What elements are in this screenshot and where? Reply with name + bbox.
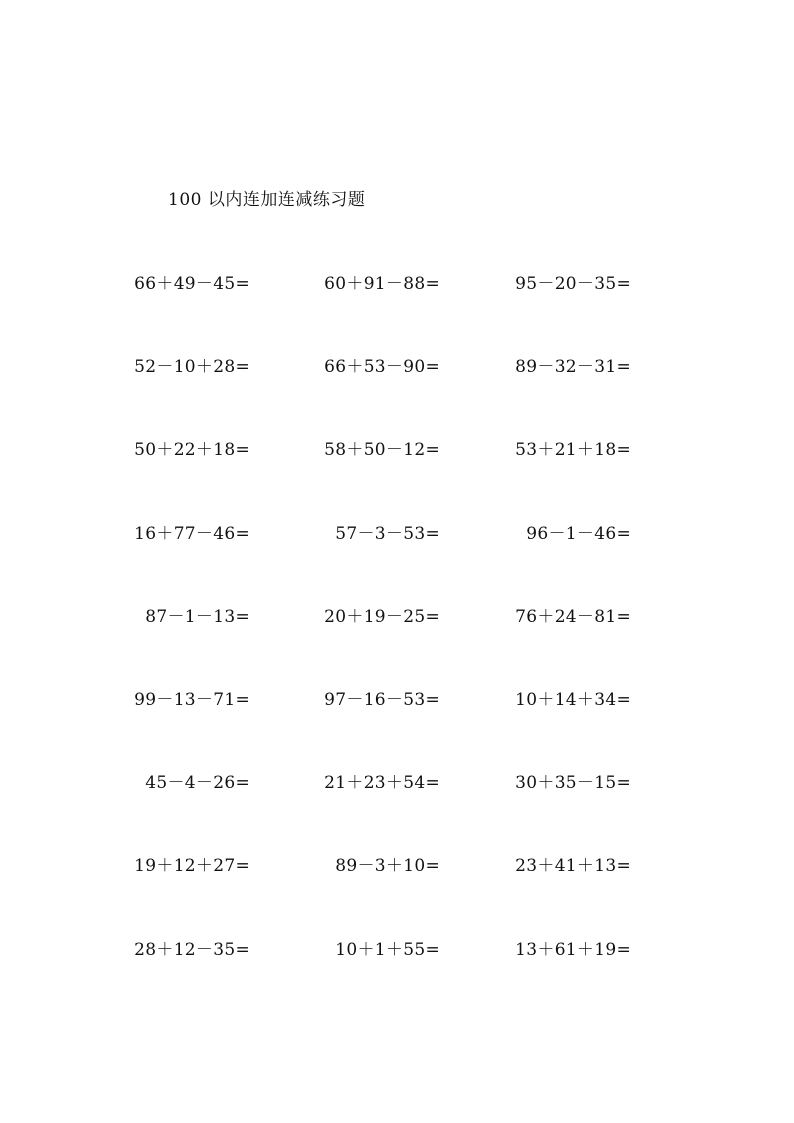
math-problem: 30＋35－15= bbox=[515, 773, 631, 794]
math-problem: 50＋22＋18= bbox=[134, 440, 250, 461]
math-problem: 57－3－53= bbox=[335, 523, 440, 544]
math-problem: 58＋50－12= bbox=[324, 440, 440, 461]
math-problem: 19＋12＋27= bbox=[134, 856, 250, 877]
worksheet-title: 100 以内连加连减练习题 bbox=[168, 190, 366, 210]
math-problem: 99－13－71= bbox=[134, 689, 250, 710]
problem-row bbox=[0, 771, 794, 854]
math-problem: 23＋41＋13= bbox=[515, 856, 631, 877]
math-problem: 45－4－26= bbox=[145, 773, 250, 794]
problem-row bbox=[0, 522, 794, 605]
problem-row bbox=[0, 854, 794, 937]
problem-row bbox=[0, 688, 794, 771]
math-problem: 53＋21＋18= bbox=[515, 440, 631, 461]
math-problem: 52－10＋28= bbox=[134, 357, 250, 378]
math-problem: 76＋24－81= bbox=[515, 606, 631, 627]
problem-row bbox=[0, 272, 794, 355]
math-problem: 97－16－53= bbox=[324, 689, 440, 710]
math-problem: 28＋12－35= bbox=[134, 939, 250, 960]
problem-row bbox=[0, 355, 794, 438]
math-problem: 16＋77－46= bbox=[134, 523, 250, 544]
math-problem: 89－32－31= bbox=[515, 357, 631, 378]
math-problem: 13＋61＋19= bbox=[515, 939, 631, 960]
problem-grid bbox=[0, 272, 794, 1021]
math-problem: 20＋19－25= bbox=[324, 606, 440, 627]
problem-row bbox=[0, 438, 794, 521]
problem-row bbox=[0, 605, 794, 688]
math-problem: 21＋23＋54= bbox=[324, 773, 440, 794]
math-problem: 10＋14＋34= bbox=[515, 689, 631, 710]
math-problem: 87－1－13= bbox=[145, 606, 250, 627]
math-problem: 66＋53－90= bbox=[324, 357, 440, 378]
problem-row bbox=[0, 938, 794, 1021]
math-problem: 95－20－35= bbox=[515, 274, 631, 294]
math-problem: 89－3＋10= bbox=[335, 856, 440, 877]
math-problem: 60＋91－88= bbox=[324, 274, 440, 294]
math-problem: 96－1－46= bbox=[526, 523, 631, 544]
math-problem: 66＋49－45= bbox=[134, 274, 250, 294]
math-problem: 10＋1＋55= bbox=[335, 939, 440, 960]
